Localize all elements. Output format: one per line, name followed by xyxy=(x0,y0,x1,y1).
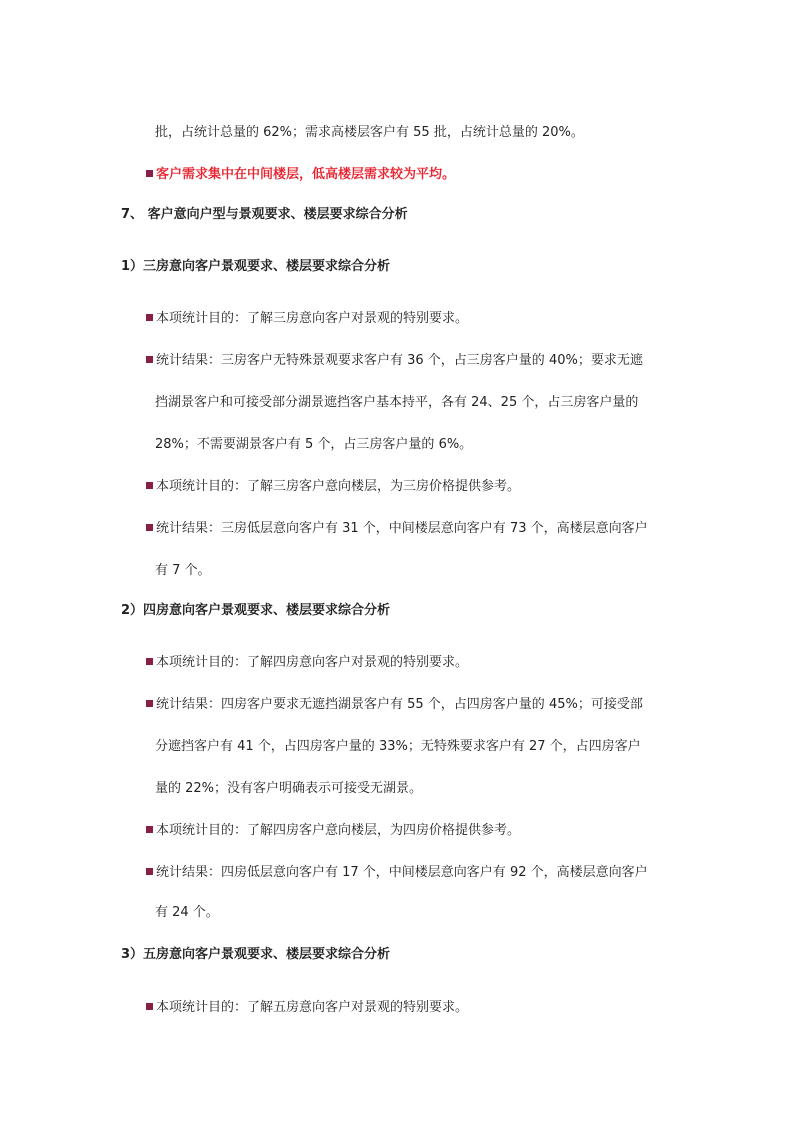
line-text: 客户需求集中在中间楼层，低高楼层需求较为平均。 xyxy=(156,167,456,182)
line-text: 本项统计目的：了解三房客户意向楼层，为三房价格提供参考。 xyxy=(156,479,521,494)
bullet-square-icon xyxy=(146,314,153,321)
paragraph-continuation xyxy=(155,394,638,412)
line-text: 统计结果：四房客户要求无遮挡湖景客户有 55 个，占四房客户量的 45%；可接受部 xyxy=(156,697,643,712)
highlight-bullet xyxy=(146,166,455,184)
subsection-heading xyxy=(121,946,390,964)
line-text: 7、 客户意向户型与景观要求、楼层要求综合分析 xyxy=(121,207,408,222)
bullet-square-icon xyxy=(146,482,153,489)
paragraph-continuation xyxy=(155,780,422,798)
bullet-square-icon xyxy=(146,356,153,363)
section-heading xyxy=(121,206,408,224)
bullet-item xyxy=(146,352,643,370)
paragraph-continuation xyxy=(155,562,211,580)
paragraph-continuation xyxy=(155,436,472,454)
bullet-item xyxy=(146,310,468,328)
line-text: 统计结果：三房客户无特殊景观要求客户有 36 个，占三房客户量的 40%；要求无遮 xyxy=(156,353,643,368)
line-text: 1）三房意向客户景观要求、楼层要求综合分析 xyxy=(121,259,391,274)
paragraph-continuation xyxy=(155,124,584,142)
line-text: 本项统计目的：了解五房意向客户对景观的特别要求。 xyxy=(156,1000,469,1015)
line-text: 分遮挡客户有 41 个，占四房客户量的 33%；无特殊要求客户有 27 个，占四房客户 xyxy=(155,739,641,754)
subsection-heading xyxy=(121,258,390,276)
bullet-item xyxy=(146,696,643,714)
line-text: 本项统计目的：了解三房意向客户对景观的特别要求。 xyxy=(156,311,469,326)
subsection-heading xyxy=(121,602,390,620)
bullet-item xyxy=(146,864,648,882)
bullet-item xyxy=(146,520,648,538)
paragraph-continuation xyxy=(155,738,641,756)
bullet-square-icon xyxy=(146,826,153,833)
bullet-square-icon xyxy=(146,868,153,875)
bullet-item xyxy=(146,822,520,840)
bullet-square-icon xyxy=(146,700,153,707)
line-text: 有 7 个。 xyxy=(155,563,211,578)
line-text: 挡湖景客户和可接受部分湖景遮挡客户基本持平，各有 24、25 个，占三房客户量的 xyxy=(155,395,639,410)
bullet-square-icon xyxy=(146,170,153,177)
line-text: 有 24 个。 xyxy=(155,905,219,920)
line-text: 本项统计目的：了解四房客户意向楼层，为四房价格提供参考。 xyxy=(156,823,521,838)
bullet-item xyxy=(146,654,468,672)
paragraph-continuation xyxy=(155,904,219,922)
bullet-item xyxy=(146,478,520,496)
bullet-item xyxy=(146,999,468,1017)
line-text: 批，占统计总量的 62%；需求高楼层客户有 55 批，占统计总量的 20%。 xyxy=(155,125,584,140)
line-text: 量的 22%；没有客户明确表示可接受无湖景。 xyxy=(155,781,423,796)
line-text: 本项统计目的：了解四房意向客户对景观的特别要求。 xyxy=(156,655,469,670)
bullet-square-icon xyxy=(146,658,153,665)
line-text: 统计结果：四房低层意向客户有 17 个，中间楼层意向客户有 92 个，高楼层意向客户 xyxy=(156,865,648,880)
line-text: 统计结果：三房低层意向客户有 31 个，中间楼层意向客户有 73 个，高楼层意向客户 xyxy=(156,521,648,536)
bullet-square-icon xyxy=(146,1003,153,1010)
line-text: 3）五房意向客户景观要求、楼层要求综合分析 xyxy=(121,947,391,962)
bullet-square-icon xyxy=(146,524,153,531)
line-text: 28%；不需要湖景客户有 5 个，占三房客户量的 6%。 xyxy=(155,437,473,452)
line-text: 2）四房意向客户景观要求、楼层要求综合分析 xyxy=(121,603,391,618)
